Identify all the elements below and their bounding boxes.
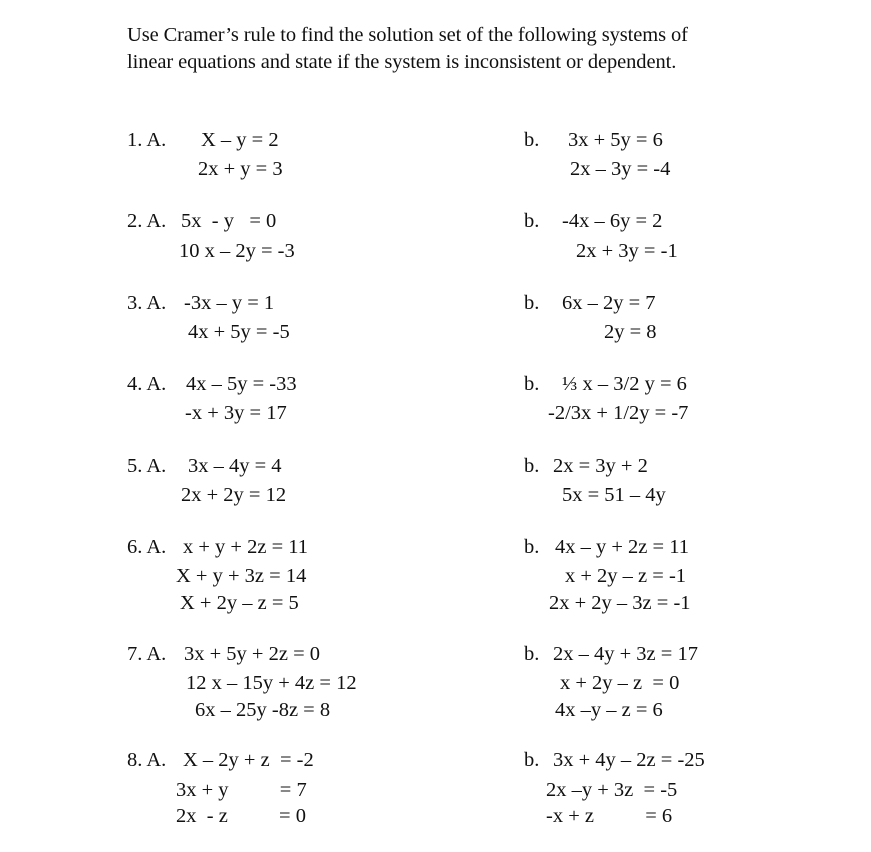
equation: -4x – 6y = 2 xyxy=(562,210,663,232)
problem-b-label: b. xyxy=(524,129,540,151)
problem-label: 4. A. xyxy=(127,373,167,395)
problem-label: 2. A. xyxy=(127,210,167,232)
instructions-line-1: Use Cramer’s rule to find the solution set of the following systems of xyxy=(127,24,688,46)
equation: x + y + 2z = 11 xyxy=(183,536,309,558)
problem-label: 8. A. xyxy=(127,749,167,771)
problem-label: 7. A. xyxy=(127,643,167,665)
equation: 2x = 3y + 2 xyxy=(553,455,648,477)
equation: 2x + 3y = -1 xyxy=(576,240,678,262)
equation: -x + 3y = 17 xyxy=(185,402,287,424)
equation: 4x –y – z = 6 xyxy=(555,699,663,721)
equation: 2x – 4y + 3z = 17 xyxy=(553,643,698,665)
equation: X – y = 2 xyxy=(201,129,279,151)
equation: 4x + 5y = -5 xyxy=(188,321,290,343)
equation: 5x = 51 – 4y xyxy=(562,484,666,506)
equation: 12 x – 15y + 4z = 12 xyxy=(186,672,357,694)
problem-b-label: b. xyxy=(524,643,540,665)
equation: 2x – 3y = -4 xyxy=(570,158,671,180)
problem-b-label: b. xyxy=(524,455,540,477)
equation: 3x + y = 7 xyxy=(176,779,307,801)
problem-b-label: b. xyxy=(524,749,540,771)
equation: x + 2y – z = 0 xyxy=(560,672,680,694)
problem-label: 3. A. xyxy=(127,292,167,314)
equation: 4x – 5y = -33 xyxy=(186,373,297,395)
equation: X + 2y – z = 5 xyxy=(180,592,299,614)
instructions xyxy=(127,22,827,76)
equation: 5x - y = 0 xyxy=(181,210,277,232)
equation: 3x + 5y = 6 xyxy=(568,129,663,151)
equation: 2y = 8 xyxy=(604,321,657,343)
equation: X – 2y + z = -2 xyxy=(183,749,314,771)
problem-label: 5. A. xyxy=(127,455,167,477)
problem-label: 6. A. xyxy=(127,536,167,558)
instructions-line-2: linear equations and state if the system is inconsistent or dependent. xyxy=(127,51,677,73)
equation: x + 2y – z = -1 xyxy=(565,565,687,587)
equation: 3x + 5y + 2z = 0 xyxy=(184,643,321,665)
equation: 10 x – 2y = -3 xyxy=(179,240,295,262)
equation: 2x + y = 3 xyxy=(198,158,283,180)
problem-b-label: b. xyxy=(524,536,540,558)
equation: 6x – 2y = 7 xyxy=(562,292,656,314)
equation: 2x - z = 0 xyxy=(176,805,306,827)
equation: X + y + 3z = 14 xyxy=(176,565,307,587)
equation: -2/3x + 1/2y = -7 xyxy=(548,402,689,424)
equation: 6x – 25y -8z = 8 xyxy=(195,699,331,721)
equation: -3x – y = 1 xyxy=(184,292,275,314)
equation: 4x – y + 2z = 11 xyxy=(555,536,689,558)
problem-label: 1. A. xyxy=(127,129,167,151)
equation: 2x + 2y – 3z = -1 xyxy=(549,592,691,614)
problem-b-label: b. xyxy=(524,210,540,232)
equation: 3x + 4y – 2z = -25 xyxy=(553,749,705,771)
equation: ⅓ x – 3/2 y = 6 xyxy=(562,373,687,395)
equation: 2x –y + 3z = -5 xyxy=(546,779,678,801)
equation: -x + z = 6 xyxy=(546,805,673,827)
problem-b-label: b. xyxy=(524,292,540,314)
equation: 2x + 2y = 12 xyxy=(181,484,287,506)
equation: 3x – 4y = 4 xyxy=(188,455,282,477)
problem-b-label: b. xyxy=(524,373,540,395)
